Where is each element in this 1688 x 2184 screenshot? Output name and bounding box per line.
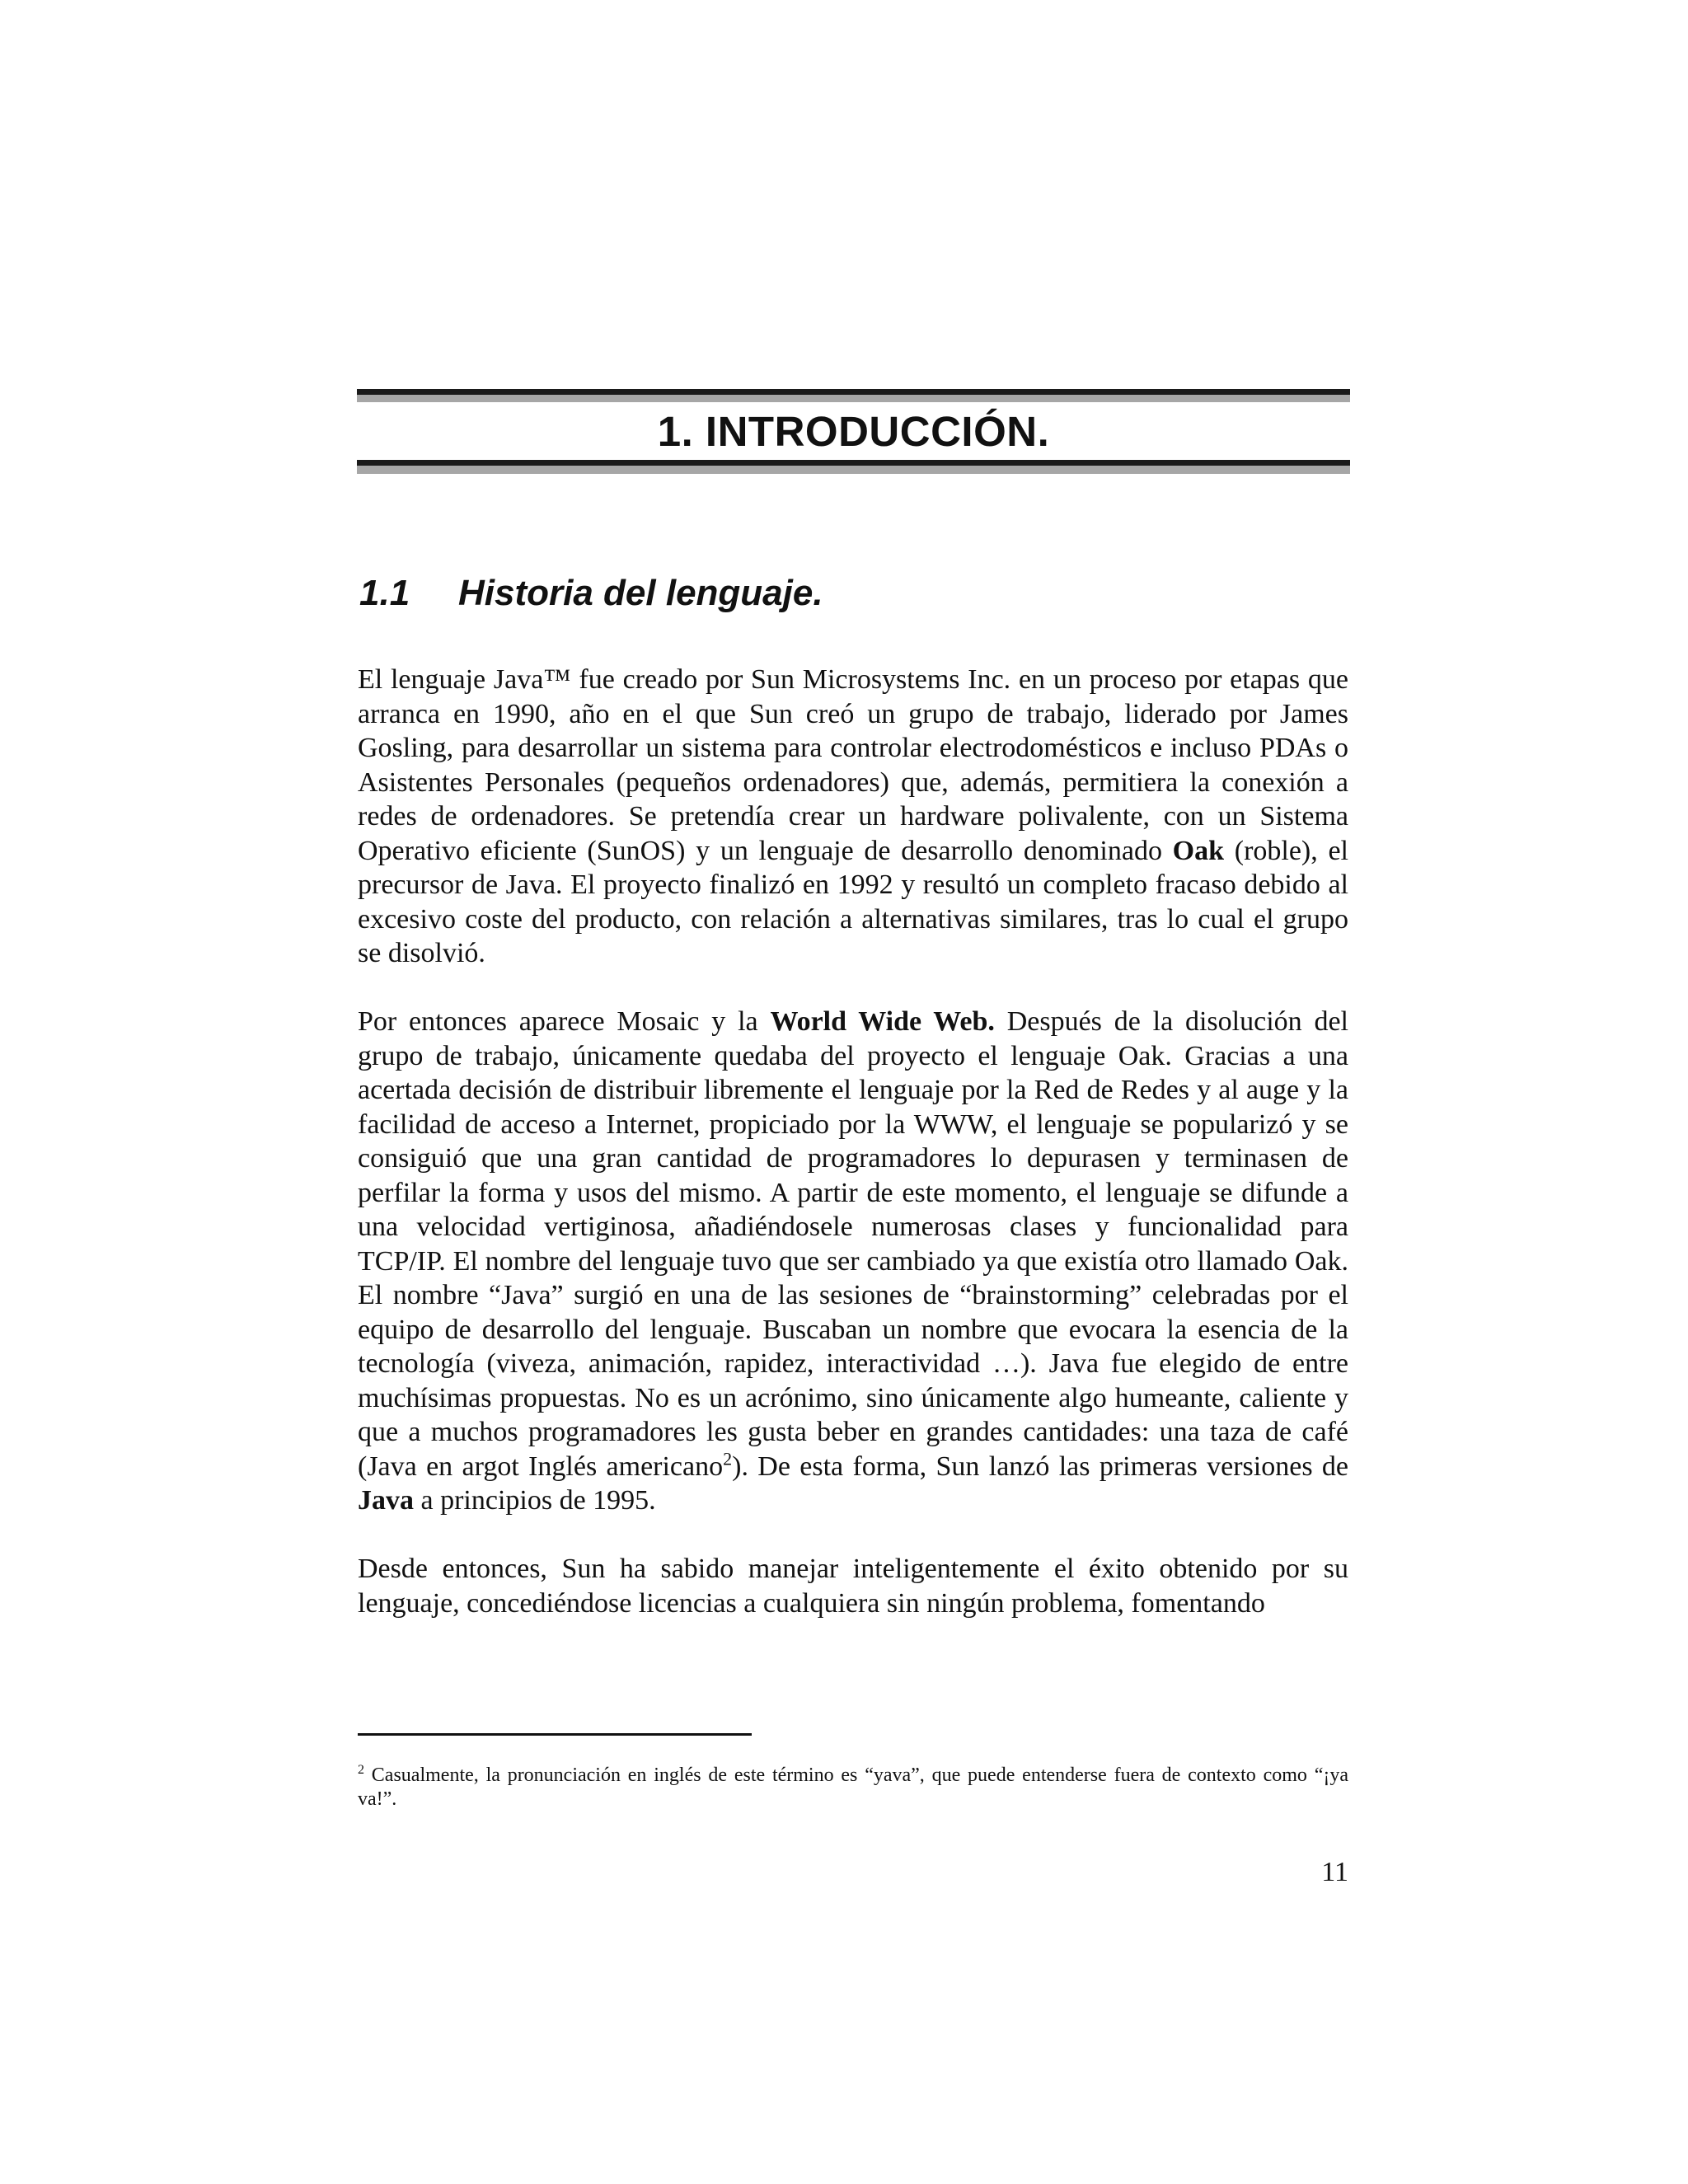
section-title: Historia del lenguaje. xyxy=(458,573,823,613)
footnote-separator xyxy=(358,1733,752,1736)
paragraph-1-bold-oak: Oak xyxy=(1172,835,1225,866)
paragraph-2-text-4: a principios de 1995. xyxy=(414,1485,656,1516)
paragraph-1-text-1: El lenguaje Java™ fue creado por Sun Microsystems Inc. en un proceso por etapas que arranca en 1990, año en el que Sun creó un grupo de trabajo, liderado por James Gosling, para desarrollar un sistema para controlar electrodomésticos e incluso PDAs o Asistentes Personales (pequeños ordenadores) que, además, permitiera la conexión a redes de ordenadores. Se pretendía crear un hardware polivalente, con un Sistema Operativo eficiente (SunOS) y un lenguaje de desarrollo denominado xyxy=(358,664,1348,866)
paragraph-1-text-2: (roble), el precursor de Java. El proyecto finalizó en 1992 y resultó un completo fracaso debido al excesivo coste del producto, con relación a alternativas similares, tras lo cual el grupo se disolvió. xyxy=(358,835,1348,968)
paragraph-2-text-2: Después de la disolución del grupo de trabajo, únicamente quedaba del proyecto el lenguaje Oak. Gracias a una acertada decisión de distribuir libremente el lenguaje por la Red de Redes y al auge y la facilidad de acceso a Internet, propiciado por la WWW, el lenguaje se popularizó y se consiguió que una gran cantidad de programadores lo depurasen y terminasen de perfilar la forma y usos del mismo. A partir de este momento, el lenguaje se difunde a una velocidad vertiginosa, añadiéndosele numerosas clases y funcionalidad para TCP/IP. El nombre del lenguaje tuvo que ser cambiado ya que existía otro llamado Oak. El nombre “Java” surgió en una de las sesiones de “brainstorming” celebradas por el equipo de desarrollo del lenguaje. Buscaban un nombre que evocara la esencia de la tecnología (viveza, animación, rapidez, interactividad …). Java fue elegido de entre muchísimas propuestas. No es un acrónimo, sino únicamente algo humeante, caliente y que a muchos programadores les gusta beber en grandes cantidades: una taza de café (Java en argot Inglés americano xyxy=(358,1006,1348,1482)
footnote xyxy=(358,1764,1348,1811)
paragraph-1 xyxy=(358,663,1348,971)
chapter-top-rule-shadow xyxy=(357,395,1350,402)
footnote-reference[interactable]: 2 xyxy=(723,1448,733,1469)
paragraph-2-text-3: ). De esta forma, Sun lanzó las primeras versiones de xyxy=(732,1451,1348,1482)
section-heading xyxy=(359,569,1348,618)
chapter-bottom-rule xyxy=(357,460,1350,466)
paragraph-3 xyxy=(358,1552,1348,1620)
page-number: 11 xyxy=(1321,1857,1348,1887)
footnote-marker: 2 xyxy=(358,1763,364,1777)
footnote-text: Casualmente, la pronunciación en inglés de este término es “yava”, que puede entenderse fuera de contexto como “¡ya va!”. xyxy=(358,1765,1348,1810)
section-number: 1.1 xyxy=(359,573,410,613)
paragraph-2 xyxy=(358,1005,1348,1518)
chapter-title: 1. INTRODUCCIÓN. xyxy=(657,408,1050,455)
body-text xyxy=(358,663,1348,1655)
paragraph-2-text-1: Por entonces aparece Mosaic y la xyxy=(358,1006,771,1037)
chapter-top-rule xyxy=(357,389,1350,395)
chapter-bottom-rule-shadow xyxy=(357,466,1350,474)
paragraph-3-text-1: Desde entonces, Sun ha sabido manejar inteligentemente el éxito obtenido por su lenguaje, concediéndose licencias a cualquiera sin ningún problema, fomentando xyxy=(358,1554,1348,1619)
chapter-heading-block xyxy=(357,389,1350,475)
paragraph-2-bold-java: Java xyxy=(358,1485,414,1516)
paragraph-2-bold-www: World Wide Web. xyxy=(770,1006,995,1037)
